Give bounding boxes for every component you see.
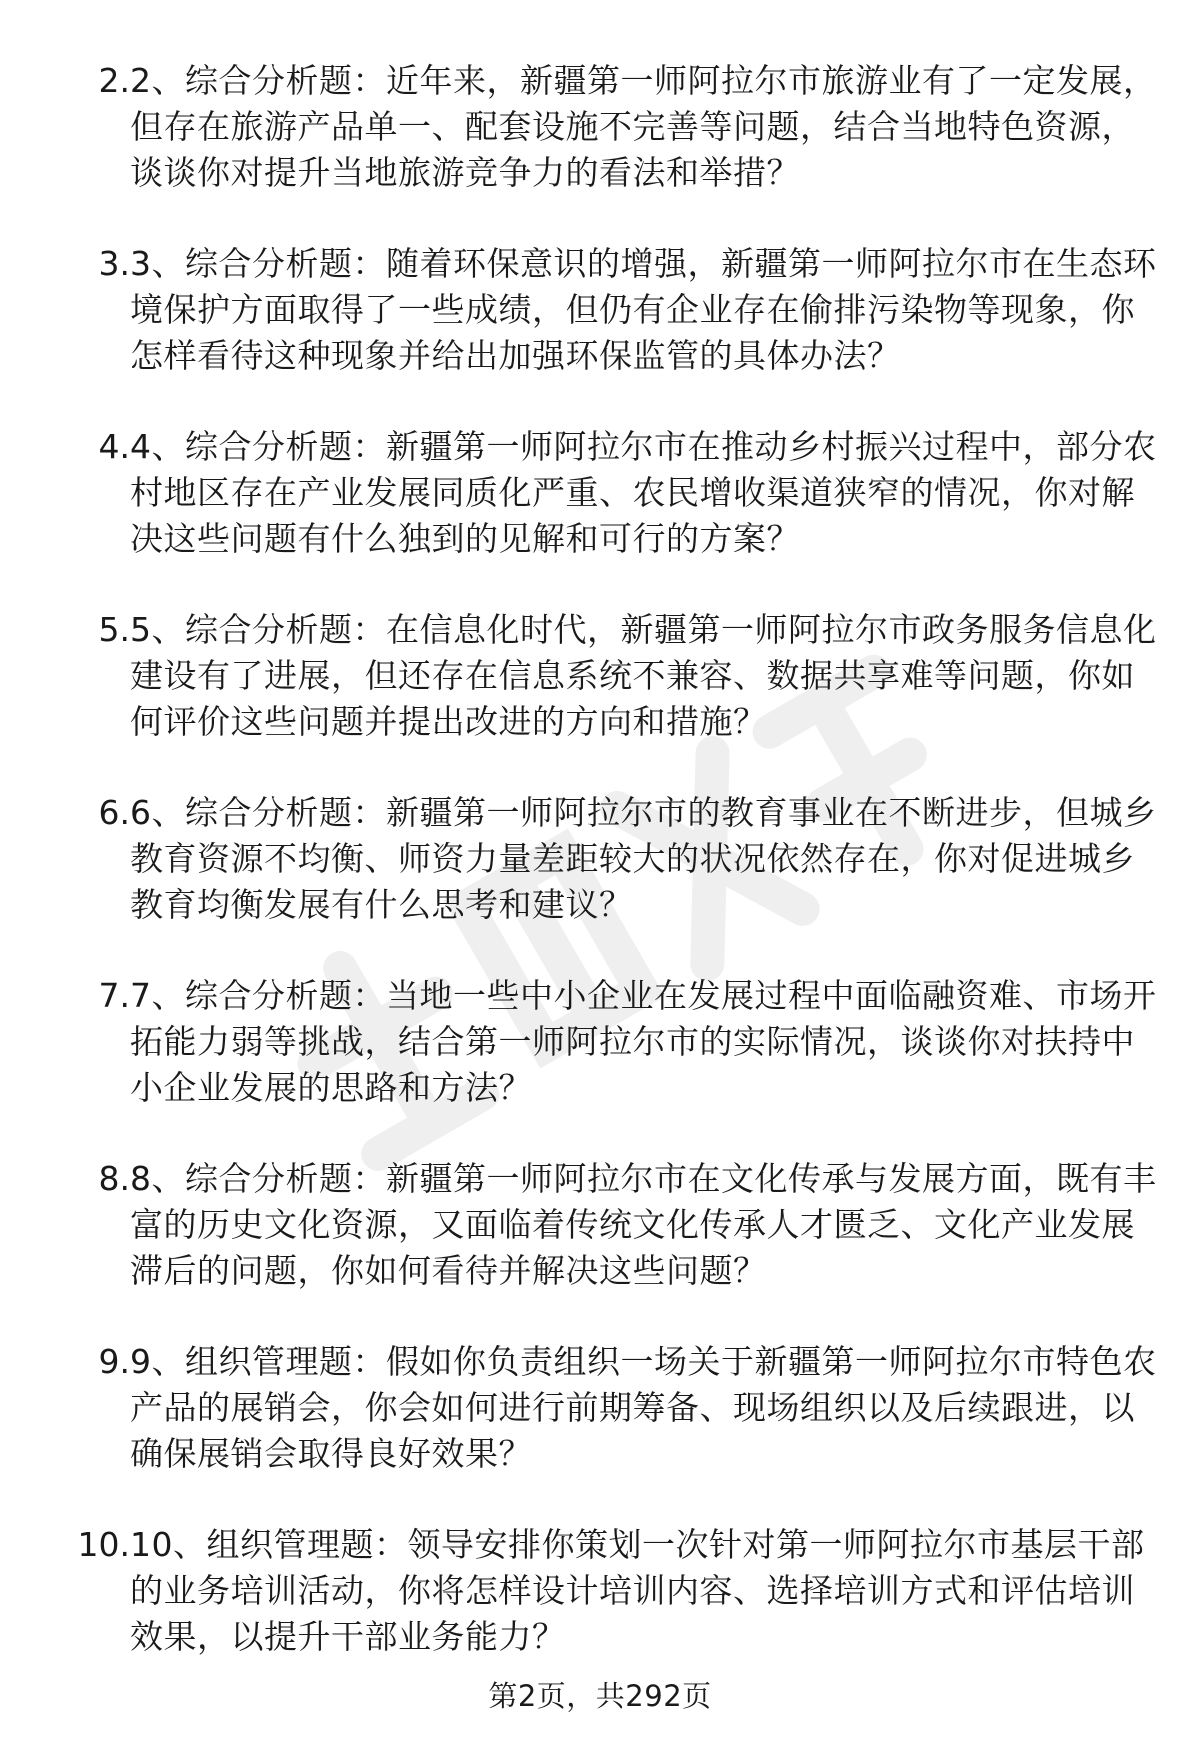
- question-number: 9.: [98, 1342, 130, 1381]
- question-text: 5、综合分析题：在信息化时代，新疆第一师阿拉尔市政务服务信息化建设有了进展，但还存在信息系统不兼容、数据共享难等问题，你如何评价这些问题并提出改进的方向和措施？: [130, 610, 1157, 741]
- question-item: [0, 607, 1200, 790]
- question-item: [0, 58, 1200, 241]
- question-text: 7、综合分析题：当地一些中小企业在发展过程中面临融资难、市场开拓能力弱等挑战，结合第一师阿拉尔市的实际情况，谈谈你对扶持中小企业发展的思路和方法？: [130, 976, 1157, 1107]
- question-text: 3、综合分析题：随着环保意识的增强，新疆第一师阿拉尔市在生态环境保护方面取得了一些成绩，但仍有企业存在偷排污染物等现象，你怎样看待这种现象并给出加强环保监管的具体办法？: [130, 244, 1157, 375]
- question-text: 2、综合分析题：近年来，新疆第一师阿拉尔市旅游业有了一定发展，但存在旅游产品单一、配套设施不完善等问题，结合当地特色资源，谈谈你对提升当地旅游竞争力的看法和举措？: [130, 61, 1157, 192]
- question-text: 9、组织管理题：假如你负责组织一场关于新疆第一师阿拉尔市特色农产品的展销会，你会如何进行前期筹备、现场组织以及后续跟进，以确保展销会取得良好效果？: [130, 1342, 1157, 1473]
- question-number: 7.: [98, 976, 130, 1015]
- question-number: 5.: [98, 610, 130, 649]
- question-text: 8、综合分析题：新疆第一师阿拉尔市在文化传承与发展方面，既有丰富的历史文化资源，又面临着传统文化传承人才匮乏、文化产业发展滞后的问题，你如何看待并解决这些问题？: [130, 1159, 1157, 1290]
- question-text: 10、组织管理题：领导安排你策划一次针对第一师阿拉尔市基层干部的业务培训活动，你将怎样设计培训内容、选择培训方式和评估培训效果，以提升干部业务能力？: [130, 1525, 1145, 1656]
- question-list: [0, 58, 1200, 1705]
- page-footer: 第2页，共292页: [488, 1679, 712, 1713]
- question-number: 2.: [98, 61, 130, 100]
- question-number: 3.: [98, 244, 130, 283]
- question-number: 10.: [77, 1525, 130, 1564]
- question-number: 4.: [98, 427, 130, 466]
- question-number: 6.: [98, 793, 130, 832]
- question-item: [0, 973, 1200, 1156]
- question-text: 6、综合分析题：新疆第一师阿拉尔市的教育事业在不断进步，但城乡教育资源不均衡、师资力量差距较大的状况依然存在，你对促进城乡教育均衡发展有什么思考和建议？: [130, 793, 1157, 924]
- question-item: [0, 1339, 1200, 1522]
- question-item: [0, 1156, 1200, 1339]
- question-item: [0, 424, 1200, 607]
- question-number: 8.: [98, 1159, 130, 1198]
- question-item: [0, 790, 1200, 973]
- question-text: 4、综合分析题：新疆第一师阿拉尔市在推动乡村振兴过程中，部分农村地区存在产业发展同质化严重、农民增收渠道狭窄的情况，你对解决这些问题有什么独到的见解和可行的方案？: [130, 427, 1157, 558]
- question-item: [0, 241, 1200, 424]
